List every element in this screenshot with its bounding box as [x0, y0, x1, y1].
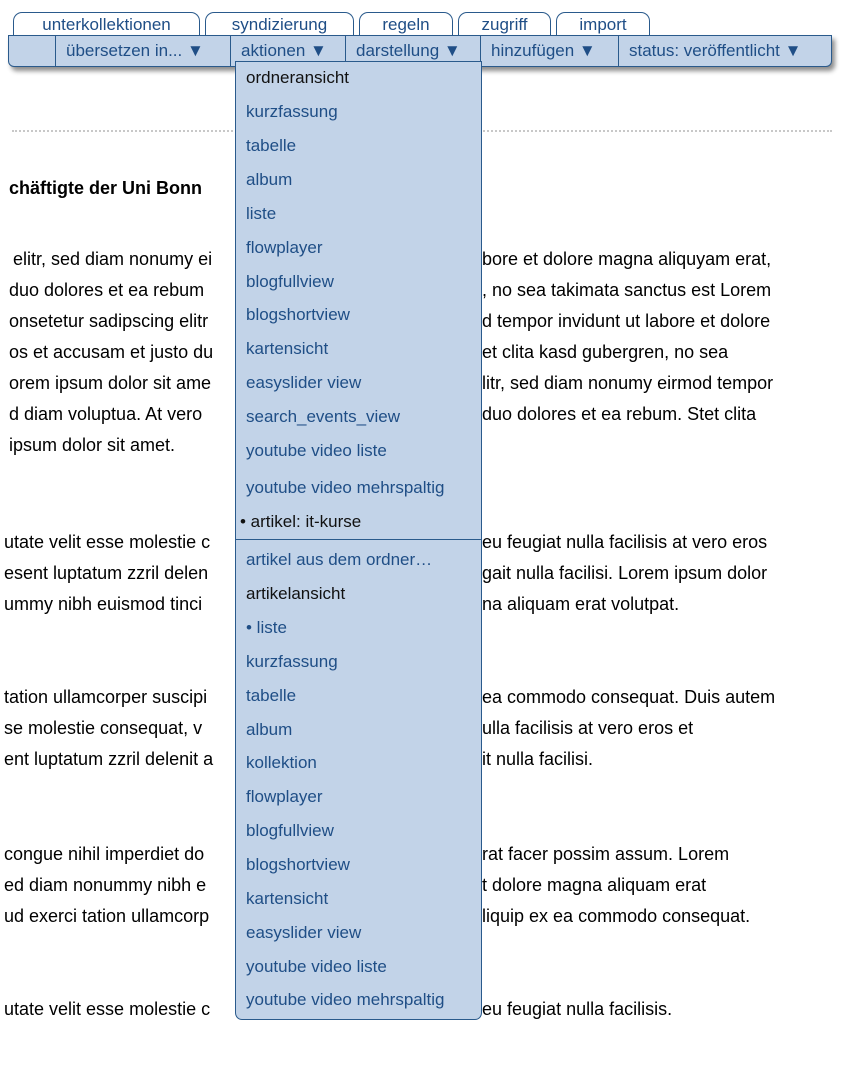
- menu-item-item-kartensicht[interactable]: kartensicht: [246, 889, 329, 908]
- article-line: congue nihil imperdiet do: [4, 844, 205, 864]
- article-line: eu feugiat nulla facilisis.: [482, 999, 673, 1019]
- add-menu[interactable]: hinzufügen ▼: [480, 36, 618, 66]
- article-heading: chäftigte der Uni Bonn: [9, 178, 202, 198]
- menu-item-artikelansicht[interactable]: artikelansicht: [246, 584, 346, 603]
- article-line: os et accusam et justo du: [9, 342, 214, 362]
- menu-item-album[interactable]: album: [246, 170, 293, 189]
- article-line: it nulla facilisi.: [482, 749, 594, 769]
- article-line: d diam voluptua. At vero: [9, 404, 203, 424]
- menu-item-kollektion[interactable]: kollektion: [246, 753, 317, 772]
- menu-item-youtube-video-liste[interactable]: youtube video liste: [246, 441, 387, 460]
- article-line: d tempor invidunt ut labore et dolore: [482, 311, 771, 331]
- menu-item-artikel-it-kurse[interactable]: • artikel: it-kurse: [240, 512, 362, 531]
- article-line: onsetetur sadipscing elitr: [9, 311, 209, 331]
- menu-item-item-kurzfassung[interactable]: kurzfassung: [246, 652, 338, 671]
- article-line: et clita kasd gubergren, no sea: [482, 342, 729, 362]
- menu-item-easyslider-view[interactable]: easyslider view: [246, 373, 362, 392]
- article-line: duo dolores et ea rebum. Stet clita: [482, 404, 757, 424]
- menu-item-youtube-video-mehrspaltig[interactable]: youtube video mehrspaltig: [246, 478, 445, 497]
- status-menu[interactable]: status: veröffentlicht ▼: [618, 36, 831, 66]
- article-line: tation ullamcorper suscipi: [4, 687, 208, 707]
- tab-zugriff[interactable]: zugriff: [458, 12, 551, 36]
- menu-item-item-blogfullview[interactable]: blogfullview: [246, 821, 334, 840]
- article-line: ent luptatum zzril delenit a: [4, 749, 214, 769]
- actions-menu[interactable]: aktionen ▼: [230, 36, 345, 66]
- tab-import[interactable]: import: [556, 12, 650, 36]
- menu-item-item-blogshortview[interactable]: blogshortview: [246, 855, 350, 874]
- menu-item-tabelle[interactable]: tabelle: [246, 136, 297, 155]
- menu-separator: [236, 539, 481, 540]
- article-line: ea commodo consequat. Duis autem: [482, 687, 776, 707]
- menu-item-artikel-aus-dem-ordner[interactable]: artikel aus dem ordner…: [246, 550, 433, 569]
- menu-item-blogfullview[interactable]: blogfullview: [246, 272, 334, 291]
- article-line: utate velit esse molestie c: [4, 999, 211, 1019]
- article-line: esent luptatum zzril delen: [4, 563, 209, 583]
- article-line: gait nulla facilisi. Lorem ipsum dolor: [482, 563, 768, 583]
- article-line: bore et dolore magna aliquyam erat,: [482, 249, 772, 269]
- display-dropdown: [235, 61, 482, 1020]
- menu-item-kurzfassung[interactable]: kurzfassung: [246, 102, 338, 121]
- article-line: utate velit esse molestie c: [4, 532, 211, 552]
- article-line: t dolore magna aliquam erat: [482, 875, 707, 895]
- article-line: se molestie consequat, v: [4, 718, 203, 738]
- menu-item-item-tabelle[interactable]: tabelle: [246, 686, 297, 705]
- menu-item-ordneransicht[interactable]: ordneransicht: [246, 68, 350, 87]
- menu-item-item-easyslider-view[interactable]: easyslider view: [246, 923, 362, 942]
- article-line: rat facer possim assum. Lorem: [482, 844, 730, 864]
- display-menu[interactable]: darstellung ▼: [345, 36, 480, 66]
- menu-item-item-album[interactable]: album: [246, 720, 293, 739]
- article-line: elitr, sed diam nonumy ei: [13, 249, 213, 269]
- menu-item-item-flowplayer[interactable]: flowplayer: [246, 787, 323, 806]
- article-line: ulla facilisis at vero eros et: [482, 718, 694, 738]
- article-line: ud exerci tation ullamcorp: [4, 906, 210, 926]
- tab-regeln[interactable]: regeln: [359, 12, 453, 36]
- tab-unterkollektionen[interactable]: unterkollektionen: [13, 12, 200, 36]
- menu-item-flowplayer[interactable]: flowplayer: [246, 238, 323, 257]
- article-line: liquip ex ea commodo consequat.: [482, 906, 751, 926]
- menu-item-kartensicht[interactable]: kartensicht: [246, 339, 329, 358]
- article-line: na aliquam erat volutpat.: [482, 594, 680, 614]
- article-line: ed diam nonummy nibh e: [4, 875, 207, 895]
- menu-item-search-events-view[interactable]: search_events_view: [246, 407, 401, 426]
- article-line: duo dolores et ea rebum: [9, 280, 205, 300]
- article-line: orem ipsum dolor sit ame: [9, 373, 212, 393]
- tab-syndizierung[interactable]: syndizierung: [205, 12, 354, 36]
- menu-item-item-youtube-video-liste[interactable]: youtube video liste: [246, 957, 387, 976]
- menu-item-blogshortview[interactable]: blogshortview: [246, 305, 350, 324]
- article-line: , no sea takimata sanctus est Lorem: [482, 280, 772, 300]
- article-line: ipsum dolor sit amet.: [9, 435, 176, 455]
- article-line: eu feugiat nulla facilisis at vero eros: [482, 532, 768, 552]
- menu-item-liste[interactable]: liste: [246, 204, 277, 223]
- menu-item-item-youtube-video-mehrspaltig[interactable]: youtube video mehrspaltig: [246, 990, 445, 1009]
- translate-menu[interactable]: übersetzen in... ▼: [55, 36, 230, 66]
- article-line: ummy nibh euismod tinci: [4, 594, 203, 614]
- menu-item-item-liste[interactable]: • liste: [246, 618, 287, 637]
- article-line: litr, sed diam nonumy eirmod tempor: [482, 373, 774, 393]
